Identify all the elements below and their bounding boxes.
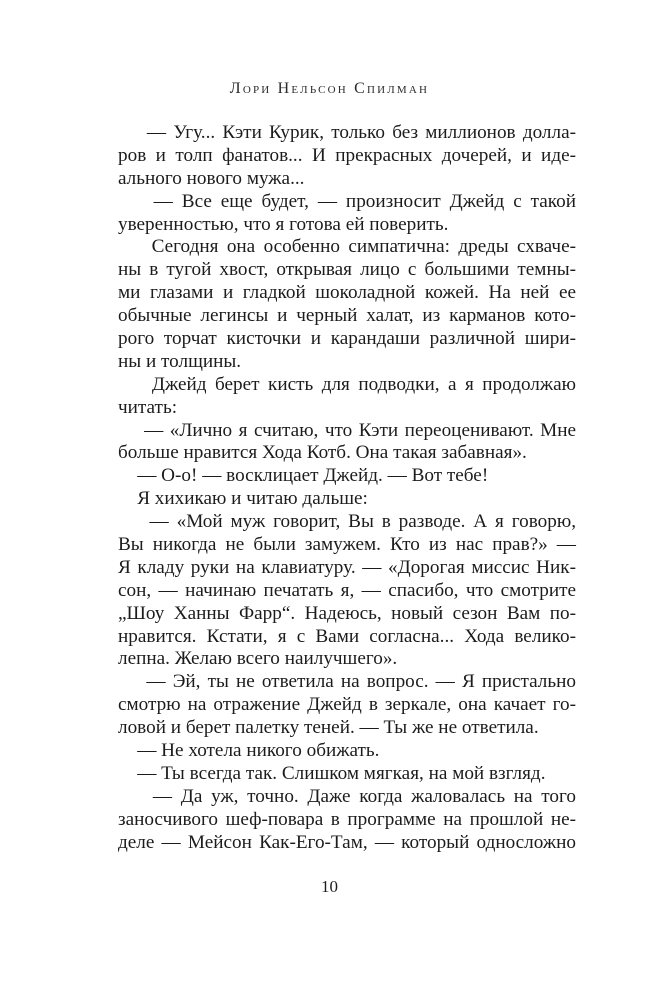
text-line: — Да уж, точно. Даже когда жаловалась на того: [118, 785, 576, 807]
text-line: Вы никогда не были замужем. Кто из нас прав?» —: [118, 534, 576, 556]
text-line: Джейд берет кисть для подводки, а я продолжаю: [118, 373, 576, 395]
text-line: — О-о! — восклицает Джейд. — Вот тебе!: [118, 465, 489, 487]
text-line: — Эй, ты не ответила на вопрос. — Я пристально: [118, 671, 576, 693]
text-line: ны в тугой хвост, открывая лицо с большими темны-: [118, 259, 576, 281]
text-line: больше нравится Хода Котб. Она такая забавная».: [118, 442, 527, 464]
text-line: — Угу... Кэти Курик, только без миллионов долла-: [118, 122, 576, 143]
text-line: — Все еще будет, — произносит Джейд с такой: [118, 190, 576, 212]
text-line: заносчивого шеф-повара в программе на прошлой не-: [118, 808, 576, 830]
text-line: — «Лично я считаю, что Кэти переоценивают. Мне: [118, 419, 576, 441]
text-line: ловой и берет палетку теней. — Ты же не ответила.: [118, 717, 539, 739]
text-line: читать:: [118, 396, 178, 418]
text-line: „Шоу Ханны Фарр“. Надеюсь, новый сезон Вам по-: [118, 602, 576, 624]
text-line: смотрю на отражение Джейд в зеркале, она качает го-: [118, 694, 576, 716]
text-line: — Ты всегда так. Слишком мягкая, на мой взгляд.: [118, 762, 546, 784]
text-line: Я хихикаю и читаю дальше:: [118, 488, 368, 510]
text-line: — Не хотела никого обижать.: [118, 740, 380, 762]
text-line: рого торчат кисточки и карандаши различной шири-: [118, 328, 576, 350]
text-line: Сегодня она особенно симпатична: дреды схваче-: [118, 236, 576, 258]
text-line: уверенностью, что я готова ей поверить.: [118, 213, 449, 235]
text-line: сон, — начинаю печатать я, — спасибо, что смотрите: [118, 579, 576, 601]
text-line: нравится. Кстати, я с Вами согласна... Хода велико-: [118, 625, 576, 647]
text-line: обычные легинсы и черный халат, из карманов кото-: [118, 305, 576, 327]
text-line: ров и толп фанатов... И прекрасных дочерей, и иде-: [118, 144, 576, 166]
text-line: лепна. Желаю всего наилучшего».: [118, 648, 398, 670]
text-line: ны и толщины.: [118, 350, 242, 372]
page-number: 10: [321, 877, 338, 896]
text-line: Я кладу руки на клавиатуру. — «Дорогая миссис Ник-: [118, 556, 576, 578]
text-line: ми глазами и гладкой шоколадной кожей. На ней ее: [118, 282, 576, 304]
running-head: Лори Нельсон Спилман: [229, 80, 430, 97]
text-line: — «Мой муж говорит, Вы в разводе. А я говорю,: [118, 511, 576, 533]
body-text: [118, 122, 576, 855]
text-line: ального нового мужа...: [118, 167, 305, 189]
text-line: деле — Мейсон Как-Его-Там, — который односложно: [118, 831, 576, 853]
